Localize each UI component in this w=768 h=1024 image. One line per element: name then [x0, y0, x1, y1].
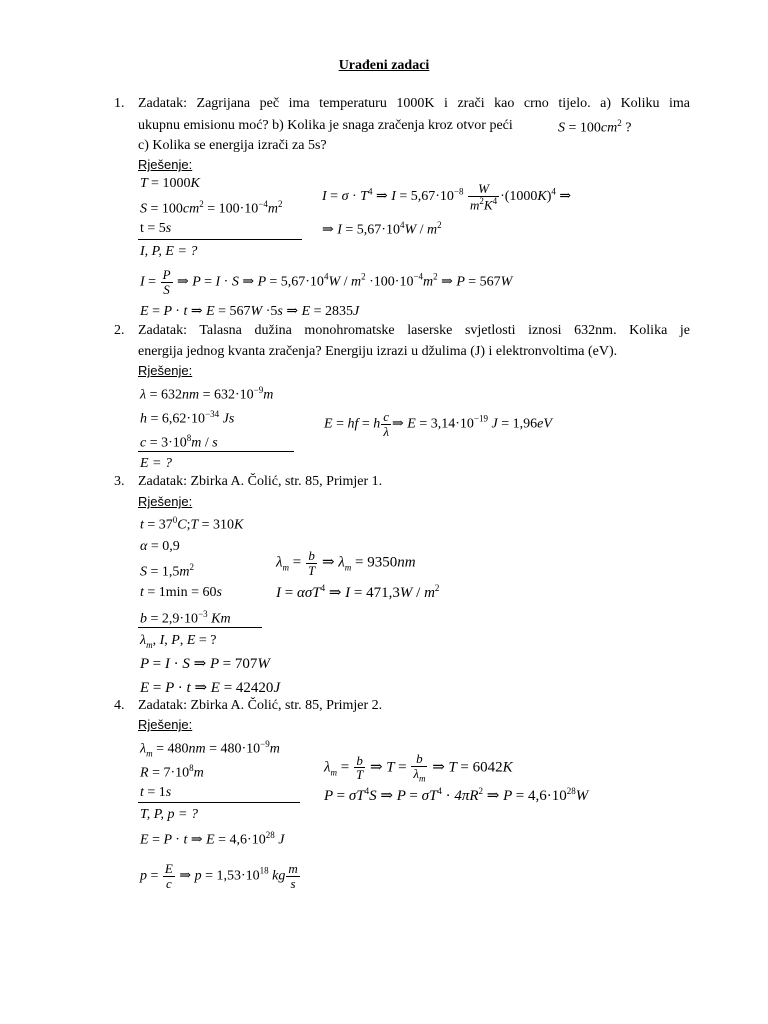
problem-1-number: 1. [114, 96, 125, 111]
problem-4-given-rule [138, 802, 300, 803]
problem-1-given-temperature: T = 1000K [140, 176, 200, 191]
problem-4-given-radius: $R = 7\cdot 10^8m$ [140, 763, 204, 781]
problem-3-given-absorptivity: α = 0,9 [140, 539, 180, 554]
problem-1-area-expression: $S = 100cm^2$ ? [558, 118, 632, 136]
page-title: Urađeni zadaci [338, 58, 430, 73]
problem-4-given-time: t = 1s [140, 785, 172, 800]
problem-4-number: 4. [114, 698, 125, 713]
problem-2-given-wavelength: $\lambda = 632nm = 632\cdot 10^{-9}m$ [140, 385, 274, 403]
problem-3-formula-wavelength: $\lambda_m$ = $\frac{b}{T}$ ⇒ $\lambda_m = 9350nm$ [276, 548, 416, 578]
problem-4-unknowns: T, P, p = ? [140, 807, 198, 822]
problem-2-number: 2. [114, 323, 125, 338]
problem-1-formula-intensity: $I = \sigma \cdot T^4$ ⇒ $I = 5,67\cdot 10^{-8}$ $\frac{W}{m^2K^4}$ $\cdot(1000K)^4$ ⇒ [322, 181, 572, 212]
problem-1-text-line-3: c) Kolika se energija izrači za 5s? [138, 138, 327, 153]
problem-2-given-rule [138, 451, 294, 452]
problem-1-solution-label: Rješenje: [138, 157, 193, 172]
problem-3-formula-energy: E = P · t ⇒ E = 42420J [140, 680, 281, 696]
problem-4-solution-label: Rješenje: [138, 717, 193, 732]
problem-1-formula-power: I = $\frac{P}{S}$ ⇒ P = I · S ⇒ $P = 5,67\cdot 10^4W / m^2 \cdot 100\cdot 10^{-4}m^2$ ⇒ P = 567W [140, 267, 513, 297]
problem-1-formula-energy: E = P · t ⇒ E = 567W ·5s ⇒ E = 2835J [140, 304, 360, 319]
problem-4-text-line-1: Zadatak: Zbirka A. Čolić, str. 85, Primjer 2. [138, 698, 383, 713]
problem-3-formula-intensity: I = ασT$^4$ ⇒ $I = 471,3W / m^2$ [276, 583, 440, 601]
problem-2-formula-energy: E = hf = h $\frac{c}{\lambda}$ ⇒ $E = 3,14\cdot 10^{-19}$ J = 1,96eV [324, 409, 552, 439]
problem-3-given-rule [138, 627, 262, 628]
problem-1-formula-intensity-result: ⇒ $I = 5,67\cdot 10^4W / m^2$ [322, 220, 442, 238]
problem-2-unknowns: E = ? [140, 456, 172, 471]
problem-1-given-time: t = 5s [140, 221, 172, 236]
problem-3-text-line-1: Zadatak: Zbirka A. Čolić, str. 85, Primjer 1. [138, 474, 383, 489]
problem-1-given-rule [138, 239, 302, 240]
problem-4-given-wavelength: $\lambda_m = 480nm = 480\cdot 10^{-9}m$ [140, 739, 280, 759]
problem-3-formula-power: P = I · S ⇒ P = 707W [140, 656, 270, 672]
problem-3-given-temperature: $t = 37^0C;T = 310K$ [140, 515, 244, 533]
problem-3-unknowns: $\lambda_m$, I, P, E = ? [140, 633, 217, 650]
problem-3-given-wien-constant: $b = 2,9\cdot 10^{-3}$ Km [140, 609, 231, 627]
problem-4-formula-power: $P = \sigma T^4S$ ⇒ $P = \sigma T^4 \cdot 4\pi R^2$ ⇒ $P = 4,6\cdot 10^{28}W$ [324, 786, 589, 804]
problem-1-given-area: $S = 100cm^2 = 100\cdot 10^{-4}m^2$ [140, 199, 283, 217]
problem-4-formula-momentum: p = $\frac{E}{c}$ ⇒ $p = 1,53\cdot 10^{18}$ kg $\frac{m}{s}$ [140, 861, 298, 891]
problem-1-text-line-2: ukupnu emisionu moć? b) Kolika je snaga zračenja kroz otvor peći [138, 118, 513, 133]
problem-4-formula-temperature: $\lambda_m$ = $\frac{b}{T}$ ⇒ T = $\frac{b}{\lambda_m}$ ⇒ T = 6042K [324, 751, 513, 784]
problem-1-text-line-1: Zadatak: Zagrijana peč ima temperaturu 1000K i zrači kao crno tijelo. a) Koliku ima [138, 96, 690, 111]
problem-2-solution-label: Rješenje: [138, 363, 193, 378]
problem-4-formula-energy: E = P · t ⇒ $E = 4,6\cdot 10^{28}$ J [140, 830, 285, 848]
problem-2-given-planck: $h = 6,62\cdot 10^{-34}$ Js [140, 409, 235, 427]
problem-3-number: 3. [114, 474, 125, 489]
problem-2-text-line-1: Zadatak: Talasna dužina monohromatske laserske svjetlosti iznosi 632nm. Kolika je [138, 323, 690, 338]
problem-2-given-light-speed: $c = 3\cdot 10^8m / s$ [140, 433, 218, 451]
problem-3-given-area: $S = 1,5m^2$ [140, 562, 195, 580]
problem-3-solution-label: Rješenje: [138, 494, 193, 509]
problem-2-text-line-2: energija jednog kvanta zračenja? Energiju izrazi u džulima (J) i elektronvoltima (eV). [138, 344, 618, 359]
problem-1-unknowns: I, P, E = ? [140, 244, 198, 259]
problem-3-given-time: t = 1min = 60s [140, 585, 222, 600]
